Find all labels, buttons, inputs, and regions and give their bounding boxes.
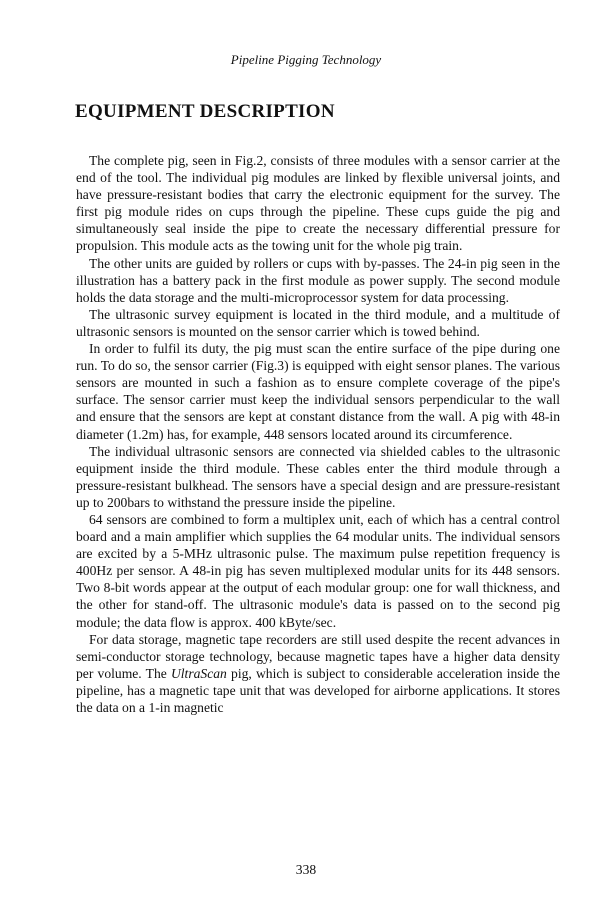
body-text — [76, 152, 560, 716]
paragraph: The other units are guided by rollers or cups with by-passes. The 24-in pig seen in the illustration has a battery pack in the first module as power supply. The second module holds the data storage and the multi-microprocessor system for data processing. — [76, 255, 560, 305]
product-name: UltraScan — [170, 665, 227, 681]
paragraph-text: pig, which is subject to considerable acceleration inside the pipeline, has a magnetic tape unit that was developed for airborne applications. It stores the data on a 1-in magnetic — [76, 665, 560, 715]
page-number: 338 — [295, 862, 317, 877]
paragraph: The complete pig, seen in Fig.2, consists of three modules with a sensor carrier at the end of the tool. The individual pig modules are linked by flexible universal joints, and have pressure-resistant bodies that carry the electronic equipment for the survey. The first pig module rides on cups through the pipeline. These cups guide the pig and simultaneously seal inside the pipe to create the necessary differential pressure for propulsion. This module acts as the towing unit for the whole pig train. — [76, 153, 560, 254]
paragraph — [76, 631, 560, 716]
paragraph: The individual ultrasonic sensors are connected via shielded cables to the ultrasonic equipment inside the third module. These cables enter the third module through a pressure-resistant bulkhead. The sensors have a special design and are pressure-resistant up to 200bars to withstand the pressure inside the pipeline. — [76, 443, 560, 510]
paragraph: The ultrasonic survey equipment is located in the third module, and a multitude of ultrasonic sensors is mounted on the sensor carrier which is towed behind. — [76, 306, 560, 339]
paragraph: In order to fulfil its duty, the pig must scan the entire surface of the pipe during one run. To do so, the sensor carrier (Fig.3) is equipped with eight sensor planes. The various sensors are mounted in such a fashion as to ensure complete coverage of the pipe's surface. The sensor carrier must keep the individual sensors perpendicular to the wall and ensure that the sensors are kept at constant distance from the wall. A pig with 48-in diameter (1.2m) has, for example, 448 sensors located around its circumference. — [76, 341, 560, 442]
paragraph: 64 sensors are combined to form a multiplex unit, each of which has a central control board and a main amplifier which supplies the 64 modular units. The individual sensors are excited by a 5-MHz ultrasonic pulse. The maximum pulse repetition frequency is 400Hz per sensor. A 48-in pig has seven multiplexed modular units for its 448 sensors. Two 8-bit words appear at the output of each modular group: one for wall thickness, and the other for stand-off. The ultrasonic module's data is passed on to the second pig module; the data flow is approx. 400 kByte/sec. — [76, 511, 560, 630]
paragraph-text: For data storage, magnetic tape recorders are still used despite the recent advances in semi-conductor storage technology, because magnetic tapes have a higher data density per volume. The — [76, 631, 560, 681]
running-head: Pipeline Pigging Technology — [230, 52, 382, 67]
section-heading: EQUIPMENT DESCRIPTION — [75, 101, 335, 122]
